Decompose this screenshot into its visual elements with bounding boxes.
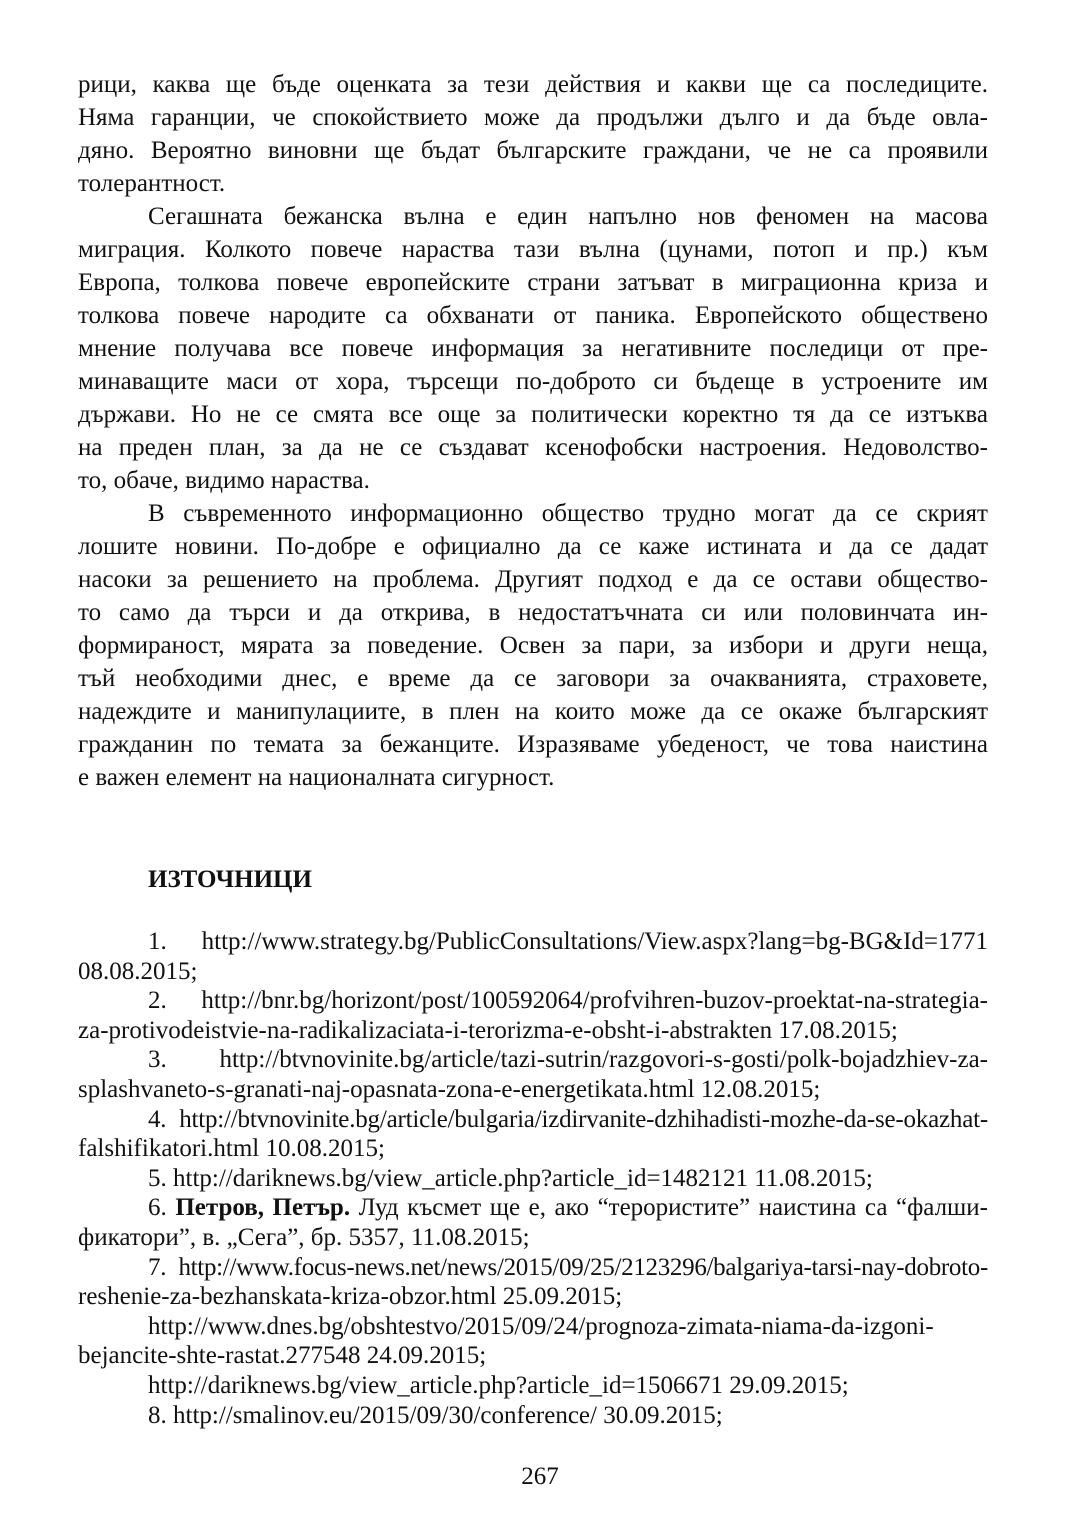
text-line: http://www.dnes.bg/obshtestvo/2015/09/24/prognoza-zimata-niama-da-izgoni- — [148, 1312, 934, 1340]
text-line: е важен елемент на националната сигурност. — [78, 764, 555, 791]
document-page — [78, 68, 988, 1430]
text-line: splashvaneto-s-granati-naj-opasnata-zona-e-energetikata.html 12.08.2015; — [78, 1075, 821, 1103]
text-line: рици, каква ще бъде оценката за тези действия и какви ще са последиците. — [78, 71, 988, 98]
sources-list — [78, 927, 988, 1430]
text-line: Европа, толкова повече европейските страни затъват в миграционна криза и — [78, 269, 988, 296]
page-number: 267 — [521, 1463, 559, 1490]
source-item — [78, 1105, 988, 1164]
text-line: 3. http://btvnovinite.bg/article/tazi-sutrin/razgovori-s-gosti/polk-bojadzhiev-za- — [148, 1046, 988, 1074]
text-line: толкова повече народите са обхванати от паника. Европейското обществено — [78, 302, 988, 329]
text-line: фикатори”, в. „Сега”, бр. 5357, 11.08.2015; — [78, 1223, 530, 1251]
text-line: то, обаче, видимо нараства. — [78, 467, 370, 494]
text-line: миграция. Колкото повече нараства тази вълна (цунами, потоп и пр.) към — [78, 236, 988, 263]
text-line: гражданин по темата за бежанците. Изразяваме убеденост, че това наистина — [78, 731, 988, 758]
sources-heading: ИЗТОЧНИЦИ — [148, 866, 312, 893]
text-line: тъй необходими днес, е време да се заговори за очакванията, страховете, — [78, 665, 988, 692]
text-line: надеждите и манипулациите, в плен на които може да се окаже българският — [78, 698, 988, 725]
text-line: толерантност. — [78, 170, 226, 197]
source-item — [78, 1312, 988, 1371]
source-item — [78, 1371, 988, 1401]
text-line: bejancite-shte-rastat.277548 24.09.2015; — [78, 1342, 487, 1370]
text-line: reshenie-za-bezhanskata-kriza-obzor.html 25.09.2015; — [78, 1283, 623, 1311]
source-item — [78, 1401, 988, 1431]
text-line: формираност, мярата за поведение. Освен за пари, за избори и други неща, — [78, 632, 988, 659]
text-line: 5. http://dariknews.bg/view_article.php?article_id=1482121 11.08.2015; — [148, 1164, 873, 1192]
text-line: минаващите маси от хора, търсещи по-доброто си бъдеще в устроените им — [78, 368, 988, 395]
paragraph — [78, 200, 988, 497]
body-text — [78, 68, 988, 794]
source-item — [78, 1193, 988, 1252]
source-item — [78, 986, 988, 1045]
source-title: Луд късмет ще е, ако “терористите” наистина са “фалши- — [358, 1194, 989, 1222]
text-line: лошите новини. По-добре е официално да се каже истината и да се дадат — [78, 533, 988, 560]
source-item — [78, 927, 988, 986]
text-line: на преден план, за да не се създават ксенофобски настроения. Недоволство- — [78, 434, 988, 461]
text-line: мнение получава все повече информация за негативните последици от пре- — [78, 335, 988, 362]
source-author: Петров, Петър. — [175, 1194, 351, 1222]
text-line: 08.08.2015; — [78, 957, 198, 985]
text-line: http://dariknews.bg/view_article.php?article_id=1506671 29.09.2015; — [148, 1371, 849, 1399]
paragraph — [78, 497, 988, 794]
text-line: Сегашната бежанска вълна е един напълно нов феномен на масова — [148, 203, 988, 230]
text-line: 2. http://bnr.bg/horizont/post/100592064/profvihren-buzov-proektat-na-strategia- — [148, 987, 988, 1015]
text-line — [78, 1193, 988, 1223]
text-line: дяно. Вероятно виновни ще бъдат българските граждани, че не са проявили — [78, 137, 988, 164]
source-item — [78, 1253, 988, 1312]
text-line: 7. http://www.focus-news.net/news/2015/09/25/2123296/balgariya-tarsi-nay-dobroto- — [148, 1253, 988, 1281]
text-line: falshifikatori.html 10.08.2015; — [78, 1135, 385, 1163]
text-line: 4. http://btvnovinite.bg/article/bulgaria/izdirvanite-dzhihadisti-mozhe-da-se-okazhat- — [148, 1105, 988, 1133]
text-line: В съвременното информационно общество трудно могат да се скрият — [148, 500, 988, 527]
paragraph — [78, 68, 988, 200]
text-line: 1. http://www.strategy.bg/PublicConsultations/View.aspx?lang=bg-BG&Id=1771 — [148, 928, 988, 955]
source-item — [78, 1045, 988, 1104]
text-line: държави. Но не се смята все още за политически коректно тя да се изтъква — [78, 401, 988, 428]
text-line: Няма гаранции, че спокойствието може да продължи дълго и да бъде овла- — [78, 104, 988, 131]
source-number: 6. — [148, 1194, 167, 1222]
source-item — [78, 1164, 988, 1194]
text-line: то само да търси и да открива, в недостатъчната си или половинчата ин- — [78, 599, 988, 626]
text-line: 8. http://smalinov.eu/2015/09/30/conference/ 30.09.2015; — [148, 1401, 723, 1429]
text-line: za-protivodeistvie-na-radikalizaciata-i-terorizma-e-obsht-i-abstrakten 17.08.2015; — [78, 1016, 898, 1044]
text-line: насоки за решението на проблема. Другият подход е да се остави общество- — [78, 566, 988, 593]
